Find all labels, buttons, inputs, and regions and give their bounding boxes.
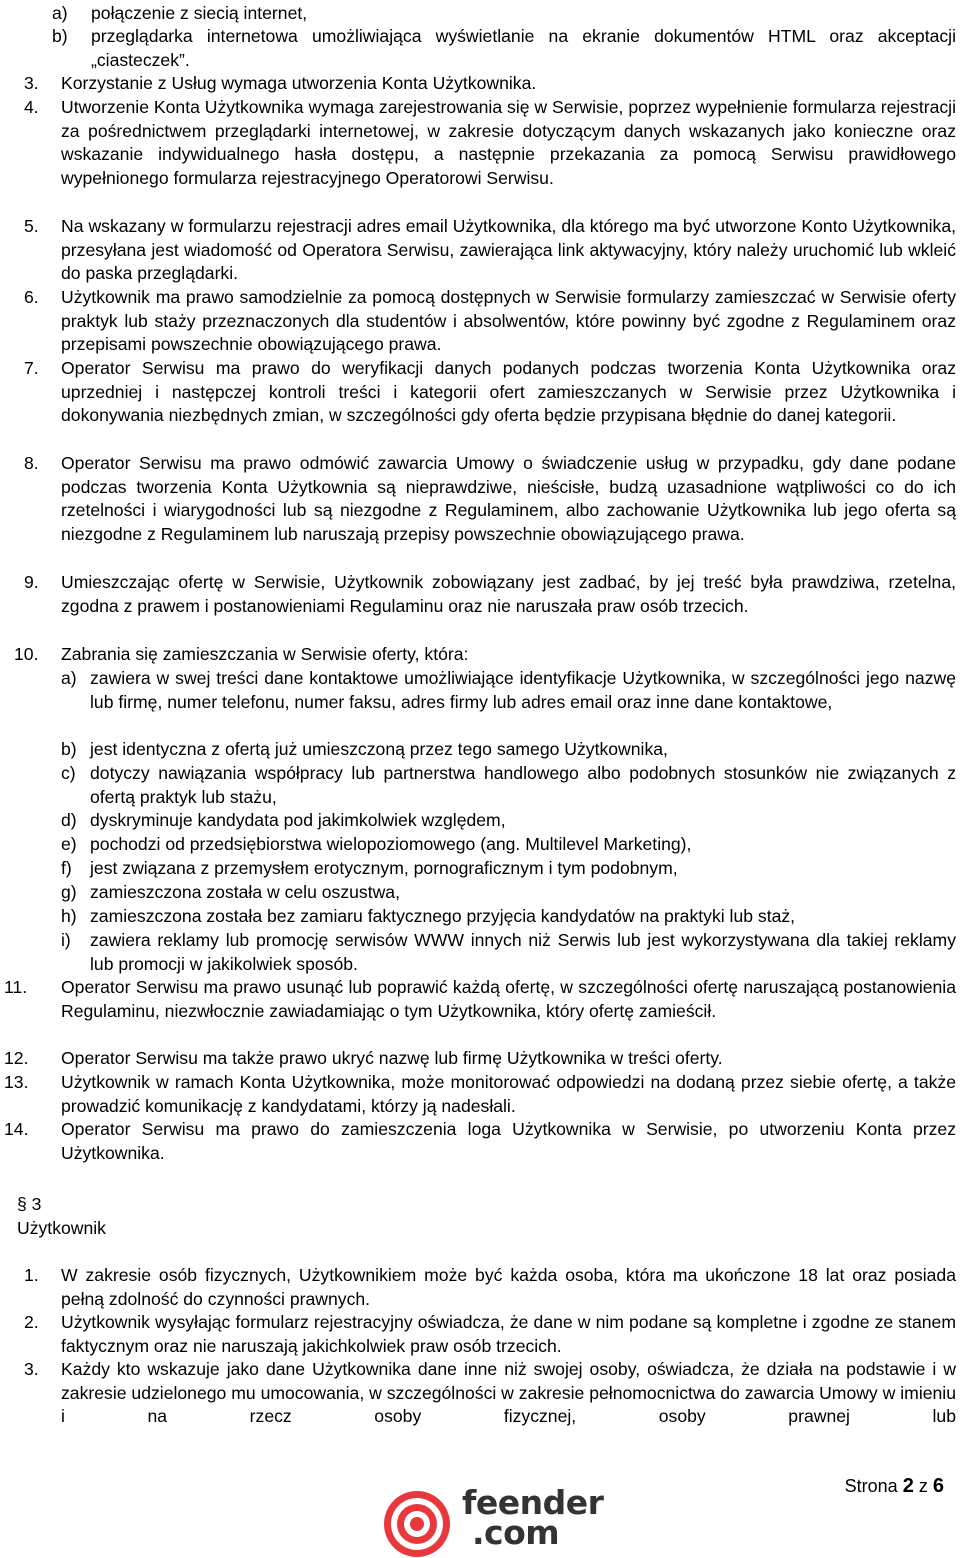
item-number: 5. bbox=[24, 216, 39, 236]
logo-line-1: feender bbox=[462, 1483, 604, 1522]
sub-item-text: zamieszczona została w celu oszustwa, bbox=[90, 882, 400, 902]
item-text: Użytkownik w ramach Konta Użytkownika, może monitorować odpowiedzi na dodaną przez siebie ofertę, a także prowadzić komunikację z kandydatami, którzy ją nadesłali. bbox=[61, 1072, 956, 1116]
sub-item-text: jest identyczna z ofertą już umieszczoną przez tego samego Użytkownika, bbox=[90, 739, 668, 759]
item-number: 6. bbox=[24, 287, 39, 307]
sub-item-marker: i) bbox=[61, 930, 71, 950]
sub-item-marker: e) bbox=[61, 834, 77, 854]
item-number: 9. bbox=[24, 572, 39, 592]
item-text: Korzystanie z Usług wymaga utworzenia Konta Użytkownika. bbox=[61, 73, 537, 93]
sub-item-marker: b) bbox=[61, 739, 77, 759]
sub-item-marker: d) bbox=[61, 810, 77, 830]
item-number: 3. bbox=[24, 73, 39, 93]
sub-item-text: zawiera reklamy lub promocję serwisów WWW innych niż Serwis lub jest wykorzystywana dla takiej reklamy lub promocji w jakikolwiek sposób. bbox=[90, 930, 956, 974]
page-total: 6 bbox=[932, 1475, 944, 1497]
item-text: Operator Serwisu ma prawo odmówić zawarcia Umowy o świadczenie usług w przypadku, gdy dane podane podczas tworzenia Konta Użytkownia są nieprawdziwe, nieścisłe, budzą uzasadnione wątpliwości co do ich rzetelności i wiarygodności lub są niezgodne z Regulaminem, albo zachowanie Użytkownika lub jego oferta są niezgodne z Regulaminem lub naruszają przepisy powszechnie obowiązującego prawa. bbox=[61, 453, 956, 544]
sub-item-marker: h) bbox=[61, 906, 77, 926]
item-number: 8. bbox=[24, 453, 39, 473]
sub-item-text: pochodzi od przedsiębiorstwa wielopoziomowego (ang. Multilevel Marketing), bbox=[90, 834, 692, 854]
item-text: Umieszczając ofertę w Serwisie, Użytkownik zobowiązany jest zadbać, by jej treść była prawdziwa, rzetelna, zgodna z prawem i postanowieniami Regulaminu oraz nie naruszała praw osób trzecich. bbox=[61, 572, 956, 616]
item-text: Zabrania się zamieszczania w Serwisie oferty, która: bbox=[61, 644, 469, 664]
item-number: 3. bbox=[24, 1359, 39, 1379]
item-number: 2. bbox=[24, 1312, 39, 1332]
logo-wordmark bbox=[462, 1483, 604, 1552]
item-number: 7. bbox=[24, 358, 39, 378]
item-text: Operator Serwisu ma prawo do zamieszczenia loga Użytkownika w Serwisie, po utworzeniu Konta przez Użytkownika. bbox=[61, 1119, 956, 1163]
item-text: Użytkownik ma prawo samodzielnie za pomocą dostępnych w Serwisie formularzy zamieszczać w Serwisie oferty praktyk lub staży przeznaczonych dla studentów i absolwentów, które powinny być zgodne z Regulaminem oraz przepisami powszechnie obowiązującego prawa. bbox=[61, 287, 956, 354]
item-number: 4. bbox=[24, 97, 39, 117]
section-title: Użytkownik bbox=[17, 1218, 106, 1238]
page-prefix: Strona bbox=[844, 1476, 898, 1496]
item-number: 11. bbox=[4, 977, 28, 997]
item-text: Operator Serwisu ma prawo usunąć lub poprawić każdą ofertę, w szczególności ofertę naruszającą postanowienia Regulaminu, niezwłocznie zawiadamiając o tym Użytkownika, który ofertę zamieścił. bbox=[61, 977, 956, 1021]
item-number: 12. bbox=[4, 1048, 29, 1068]
page-number bbox=[845, 1475, 944, 1498]
sub-item-text: jest związana z przemysłem erotycznym, pornograficznym i tym podobnym, bbox=[90, 858, 678, 878]
sub-item-text: dotyczy nawiązania współpracy lub partnerstwa handlowego albo podobnych stosunków nie związanych z ofertą praktyk lub stażu, bbox=[90, 763, 956, 807]
intro-marker: a) bbox=[52, 3, 68, 23]
sub-item-text: zawiera w swej treści dane kontaktowe umożliwiające identyfikacje Użytkownika, w szczególności jego nazwę lub firmę, numer telefonu, numer faksu, adres firmy lub adres email oraz inne dane kontaktowe, bbox=[90, 668, 956, 712]
intro-item-text: połączenie z siecią internet, bbox=[91, 3, 308, 23]
item-text: Użytkownik wysyłając formularz rejestracyjny oświadcza, że dane w nim podane są kompletne i zgodne ze stanem faktycznym oraz nie naruszają jakichkolwiek praw osób trzecich. bbox=[61, 1312, 956, 1356]
sub-item-text: dyskryminuje kandydata pod jakimkolwiek względem, bbox=[90, 810, 506, 830]
page-separator: z bbox=[918, 1476, 928, 1496]
logo-line-2: .com bbox=[472, 1513, 560, 1552]
sub-item-marker: g) bbox=[61, 882, 77, 902]
item-text: Operator Serwisu ma także prawo ukryć nazwę lub firmę Użytkownika w treści oferty. bbox=[61, 1048, 723, 1068]
section-symbol: § 3 bbox=[17, 1194, 42, 1214]
item-text: Każdy kto wskazuje jako dane Użytkownika dane inne niż swojej osoby, oświadcza, że działa na podstawie i w zakresie udzielonego mu umocowania, w szczególności w zakresie pełnomocnictwa do zawarcia Umowy w imieniu i na rzecz osoby fizycznej, osoby prawnej lub bbox=[61, 1359, 956, 1426]
item-number: 14. bbox=[4, 1119, 29, 1139]
item-text: Operator Serwisu ma prawo do weryfikacji danych podanych podczas tworzenia Konta Użytkownika oraz uprzedniej i następczej kontroli treści i kategorii ofert zamieszczanych w Serwisie przez Użytkownika i dokonywania niezbędnych zmian, w szczególności gdy oferta będzie przypisana błędnie do danej kategorii. bbox=[61, 358, 956, 425]
item-text: Utworzenie Konta Użytkownika wymaga zarejestrowania się w Serwisie, poprzez wypełnienie formularza rejestracji za pośrednictwem przeglądarki internetowej, w zakresie dotyczącym danych wskazanych jako konieczne oraz wskazanie indywidualnego hasła dostępu, a następnie przekazania za pomocą Serwisu prawidłowego wypełnionego formularza rejestracyjnego Operatorowi Serwisu. bbox=[61, 97, 956, 188]
sub-item-marker: a) bbox=[61, 668, 77, 688]
sub-item-marker: c) bbox=[61, 763, 76, 783]
page-current: 2 bbox=[902, 1475, 914, 1497]
item-text: Na wskazany w formularzu rejestracji adres email Użytkownika, dla którego ma być utworzone Konto Użytkownika, przesyłana jest wiadomość od Operatora Serwisu, zawierająca link aktywacyjny, który należy uruchomić lub wkleić do paska przeglądarki. bbox=[61, 216, 956, 283]
sub-item-text: zamieszczona została bez zamiaru faktycznego przyjęcia kandydatów na praktyki lub staż, bbox=[90, 906, 796, 926]
sub-item-marker: f) bbox=[61, 858, 72, 878]
intro-marker: b) bbox=[52, 26, 68, 46]
item-number: 1. bbox=[24, 1265, 39, 1285]
intro-item-text: przeglądarka internetowa umożliwiająca wyświetlanie na ekranie dokumentów HTML oraz akceptacji „ciasteczek”. bbox=[91, 26, 956, 70]
item-number: 10. bbox=[14, 644, 39, 664]
item-number: 13. bbox=[4, 1072, 29, 1092]
item-text: W zakresie osób fizycznych, Użytkownikiem może być każda osoba, która ma ukończone 18 lat oraz posiada pełną zdolność do czynności prawnych. bbox=[61, 1265, 956, 1309]
